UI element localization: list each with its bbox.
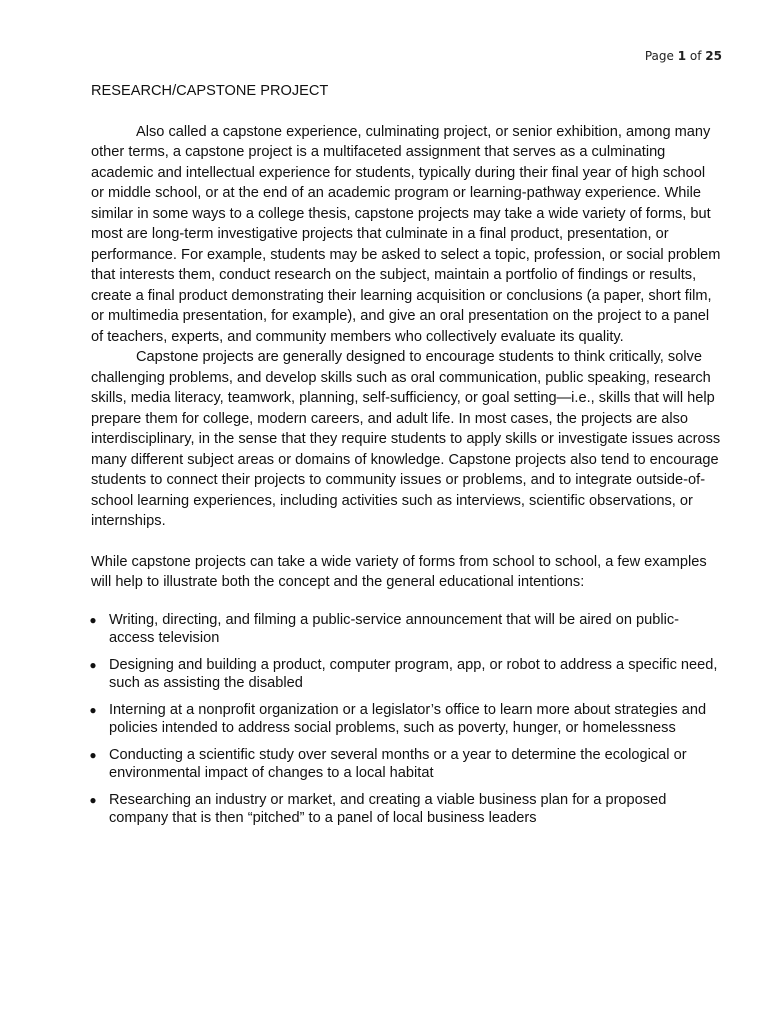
page-number <box>645 49 722 63</box>
list-item-text: Writing, directing, and filming a public-service announcement that will be aired on public-access television <box>109 611 679 646</box>
total-pages: 25 <box>705 49 722 63</box>
bullet-icon: ● <box>89 657 97 672</box>
bullet-icon: ● <box>89 747 97 762</box>
list-item <box>91 746 721 782</box>
list-item-text: Conducting a scientific study over several months or a year to determine the ecological or environmental impact of changes to a local habitat <box>109 746 687 781</box>
list-item-text: Researching an industry or market, and creating a viable business plan for a proposed company that is then “pitched” to a panel of local business leaders <box>109 791 667 826</box>
list-item <box>91 656 721 692</box>
examples-list <box>91 611 721 827</box>
current-page: 1 <box>677 49 687 63</box>
page-number-prefix: Page <box>644 49 678 63</box>
list-item-text: Designing and building a product, computer program, app, or robot to address a specific need, such as assisting the disabled <box>109 656 718 691</box>
bullet-icon: ● <box>89 612 97 627</box>
list-item <box>91 701 721 737</box>
examples-intro-paragraph: While capstone projects can take a wide variety of forms from school to school, a few examples will help to illustrate both the concept and the general educational intentions: <box>91 553 707 590</box>
page-number-separator: of <box>686 49 706 63</box>
list-item <box>91 791 721 827</box>
bullet-icon: ● <box>89 702 97 717</box>
list-item <box>91 611 721 647</box>
goals-paragraph: Capstone projects are generally designed to encourage students to think critically, solve challenging problems, and develop skills such as oral communication, public speaking, research skills, media literacy, teamwork, planning, self-sufficiency, or goal setting—i.e., skills that will help prepare them for college, modern careers, and adult life. In most cases, the projects are also interdisciplinary, in the sense that they require students to apply skills or investigate issues across many different subject areas or domains of knowledge. Capstone projects also tend to encourage students to connect their projects to community issues or problems, and to integrate outside-of-school learning experiences, including activities such as interviews, scientific observations, or internships. <box>91 349 721 529</box>
document-body <box>91 81 721 836</box>
document-title: RESEARCH/CAPSTONE PROJECT <box>91 83 329 99</box>
list-item-text: Interning at a nonprofit organization or a legislator’s office to learn more about strategies and policies intended to address social problems, such as poverty, hunger, or homelessness <box>109 701 707 736</box>
intro-paragraph: Also called a capstone experience, culminating project, or senior exhibition, among many other terms, a capstone project is a multifaceted assignment that serves as a culminating academic and intellectual experience for students, typically during their final year of high school or middle school, or at the end of an academic program or learning-pathway experience. While similar in some ways to a college thesis, capstone projects may take a wide variety of forms, but most are long-term investigative projects that culminate in a final product, presentation, or performance. For example, students may be asked to select a topic, profession, or social problem that interests them, conduct research on the subject, maintain a portfolio of findings or results, create a final product demonstrating their learning acquisition or conclusions (a paper, short film, or multimedia presentation, for example), and give an oral presentation on the project to a panel of teachers, experts, and community members who collectively evaluate its quality. <box>91 123 721 345</box>
bullet-icon: ● <box>89 792 97 807</box>
